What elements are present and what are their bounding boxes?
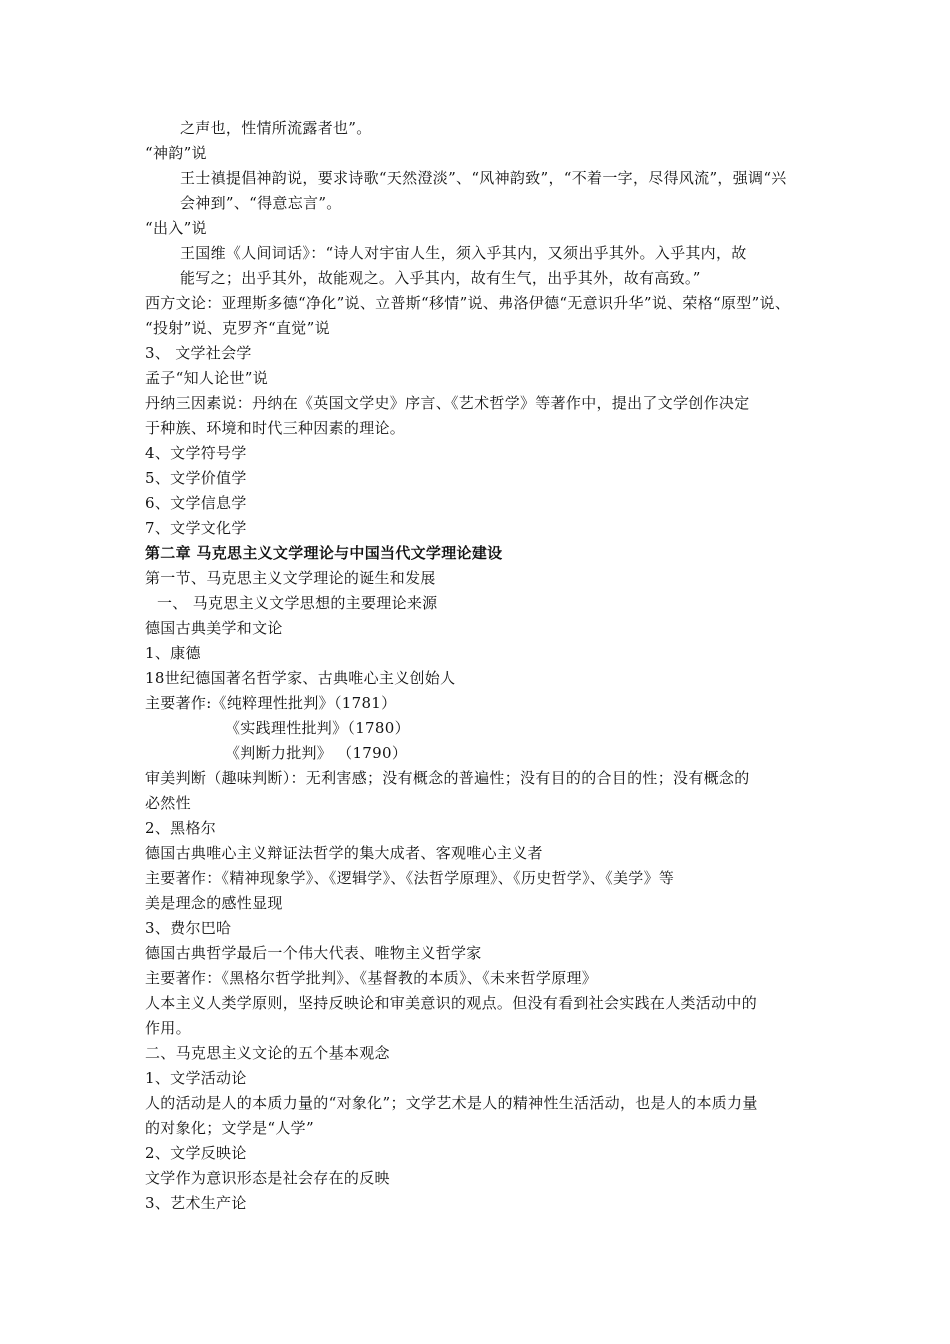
list-item: 7、文学文化学 [145,519,247,537]
text-line: 《实践理性批判》（1780） [225,719,410,737]
list-item: 2、黑格尔 [145,819,217,837]
text-line: 德国古典美学和文论 [145,619,283,637]
text-line: 的对象化；文学是“人学” [145,1119,314,1137]
list-item: 4、文学符号学 [145,444,247,462]
text-line: 《判断力批判》 （1790） [225,744,408,762]
list-item: 3、费尔巴哈 [145,919,232,937]
text-line: 主要著作：《精神现象学》、《逻辑学》、《法哲学原理》、《历史哲学》、《美学》等 [145,869,675,887]
text-line: 德国古典哲学最后一个伟大代表、唯物主义哲学家 [145,944,482,962]
list-item: 3、艺术生产论 [145,1194,247,1212]
text-line: 能写之；出乎其外，故能观之。入乎其内，故有生气，出乎其外，故有高致。” [180,269,701,287]
text-line: 18世纪德国著名哲学家、古典唯心主义创始人 [145,669,456,687]
text-line: 王士禛提倡神韵说，要求诗歌“天然澄淡”、“风神韵致”，“不着一字，尽得风流”，强调“兴 [180,169,787,187]
subheading-shenyun: “神韵”说 [145,144,207,162]
text-line: 于种族、环境和时代三种因素的理论。 [145,419,406,437]
text-line: 王国维《人间词话》：“诗人对宇宙人生，须入乎其内，又须出乎其外。入乎其内，故 [180,244,747,262]
text-line: 美是理念的感性显现 [145,894,283,912]
list-item: 1、康德 [145,644,201,662]
text-line: 主要著作：《黑格尔哲学批判》、《基督教的本质》、《未来哲学原理》 [145,969,598,987]
text-line: 人的活动是人的本质力量的“对象化”；文学艺术是人的精神性生活活动，也是人的本质力量 [145,1094,758,1112]
text-line: 丹纳三因素说：丹纳在《英国文学史》序言、《艺术哲学》等著作中，提出了文学创作决定 [145,394,750,412]
subsection-heading: 一、 马克思主义文学思想的主要理论来源 [157,594,438,612]
text-line: 作用。 [145,1019,191,1037]
text-line: 审美判断（趣味判断）：无利害感；没有概念的普遍性；没有目的的合目的性；没有概念的 [145,769,750,787]
text-line: 孟子“知人论世”说 [145,369,269,387]
text-line: 会神到”、“得意忘言”。 [180,194,342,212]
subsection-heading: 二、马克思主义文论的五个基本观念 [145,1044,390,1062]
text-line: 主要著作:《纯粹理性批判》（1781） [145,694,397,712]
list-item: 6、文学信息学 [145,494,247,512]
text-line: “投射”说、克罗齐“直觉”说 [145,319,330,337]
text-line: 之声也，性情所流露者也”。 [180,119,372,137]
list-item: 3、 文学社会学 [145,344,252,362]
text-line: 西方文论：亚理斯多德“净化”说、立普斯“移情”说、弗洛伊德“无意识升华”说、荣格“原型”说、 [145,294,791,312]
text-line: 必然性 [145,794,191,812]
chapter-heading: 第二章 马克思主义文学理论与中国当代文学理论建设 [145,544,503,562]
section-heading: 第一节、马克思主义文学理论的诞生和发展 [145,569,436,587]
list-item: 5、文学价值学 [145,469,247,487]
list-item: 1、文学活动论 [145,1069,247,1087]
list-item: 2、文学反映论 [145,1144,247,1162]
text-line: 德国古典唯心主义辩证法哲学的集大成者、客观唯心主义者 [145,844,543,862]
text-line: 人本主义人类学原则，坚持反映论和审美意识的观点。但没有看到社会实践在人类活动中的 [145,994,758,1012]
text-line: 文学作为意识形态是社会存在的反映 [145,1169,390,1187]
subheading-churu: “出入”说 [145,219,207,237]
